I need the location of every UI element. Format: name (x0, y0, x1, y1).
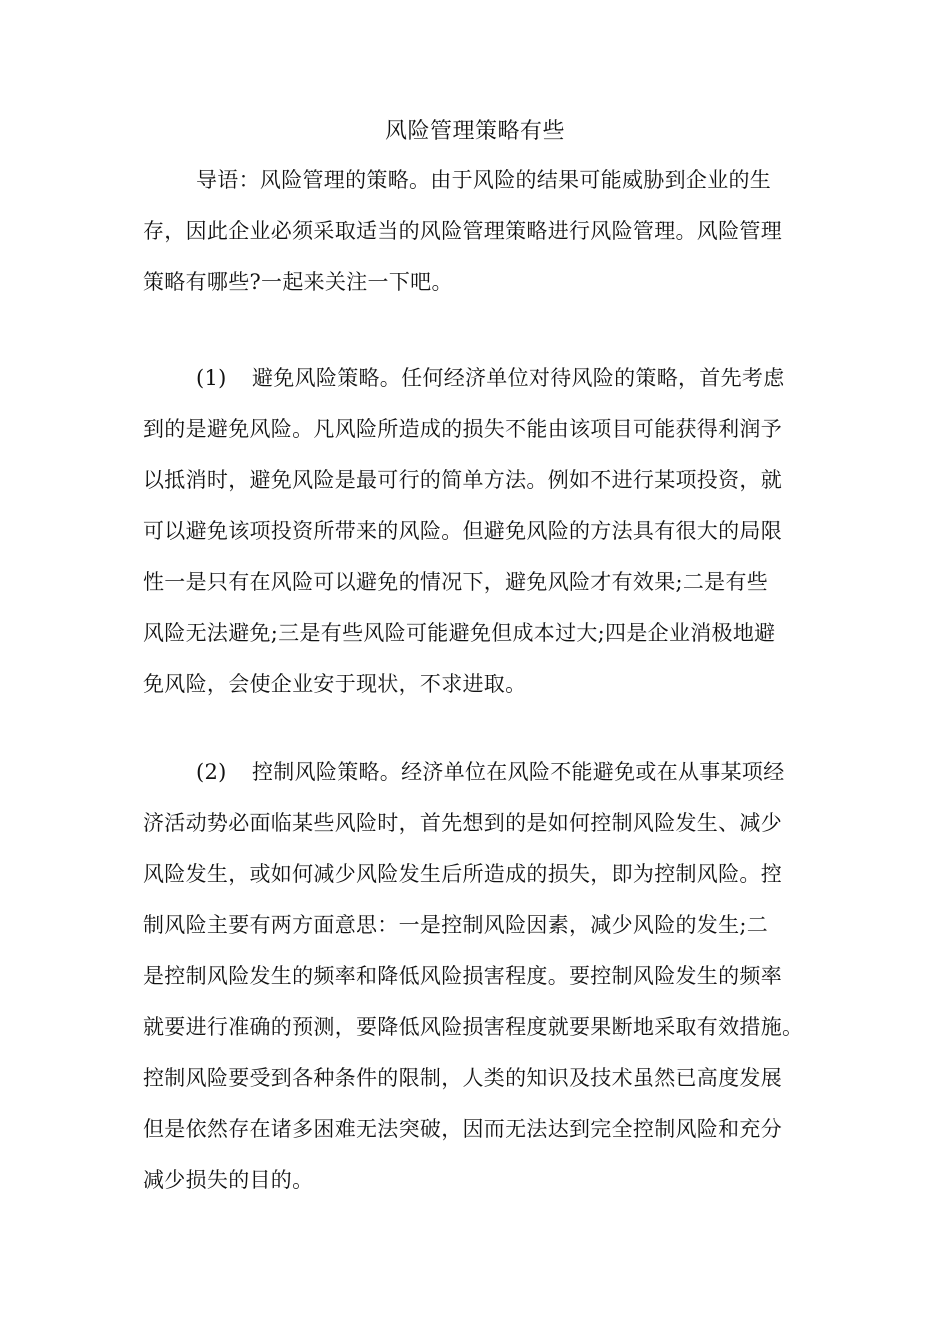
paragraph-line: 风险发生，或如何减少风险发生后所造成的损失，即为控制风险。控 (143, 862, 782, 886)
section-avoid-risk (143, 353, 785, 710)
intro-paragraph (143, 155, 782, 308)
paragraph-line: 是控制风险发生的频率和降低风险损害程度。要控制风险发生的频率 (143, 964, 782, 988)
intro-line: 存，因此企业必须采取适当的风险管理策略进行风险管理。风险管理 (143, 219, 782, 243)
paragraph-line: 性一是只有在风险可以避免的情况下，避免风险才有效果;二是有些 (143, 570, 769, 594)
paragraph-line: 以抵消时，避免风险是最可行的简单方法。例如不进行某项投资，就 (143, 468, 782, 492)
page-title: 风险管理策略有些 (384, 119, 565, 144)
intro-line: 导语：风险管理的策略。由于风险的结果可能威胁到企业的生 (196, 168, 772, 192)
paragraph-line: 制风险主要有两方面意思：一是控制风险因素，减少风险的发生;二 (143, 913, 769, 937)
section-heading-line (143, 353, 785, 404)
section-number: (1) (196, 366, 227, 390)
paragraph-line: 到的是避免风险。凡风险所造成的损失不能由该项目可能获得利润予 (143, 417, 782, 441)
section-first-line: 避免风险策略。任何经济单位对待风险的策略，首先考虑 (252, 366, 785, 390)
section-heading-line (143, 747, 803, 798)
paragraph-line: 免风险，会使企业安于现状，不求进取。 (143, 672, 527, 696)
section-control-risk (143, 747, 803, 1206)
intro-line: 策略有哪些?一起来关注一下吧。 (143, 270, 453, 294)
paragraph-line: 减少损失的目的。 (143, 1168, 314, 1192)
paragraph-line: 济活动势必面临某些风险时，首先想到的是如何控制风险发生、减少 (143, 811, 782, 835)
paragraph-line: 但是依然存在诸多困难无法突破，因而无法达到完全控制风险和充分 (143, 1117, 782, 1141)
paragraph-line: 控制风险要受到各种条件的限制，人类的知识及技术虽然已高度发展 (143, 1066, 782, 1090)
section-first-line: 控制风险策略。经济单位在风险不能避免或在从事某项经 (252, 760, 785, 784)
paragraph-line: 可以避免该项投资所带来的风险。但避免风险的方法具有很大的局限 (143, 519, 782, 543)
section-number: (2) (196, 760, 227, 784)
paragraph-line: 风险无法避免;三是有些风险可能避免但成本过大;四是企业消极地避 (143, 621, 776, 645)
paragraph-line: 就要进行准确的预测，要降低风险损害程度就要果断地采取有效措施。 (143, 1015, 804, 1039)
